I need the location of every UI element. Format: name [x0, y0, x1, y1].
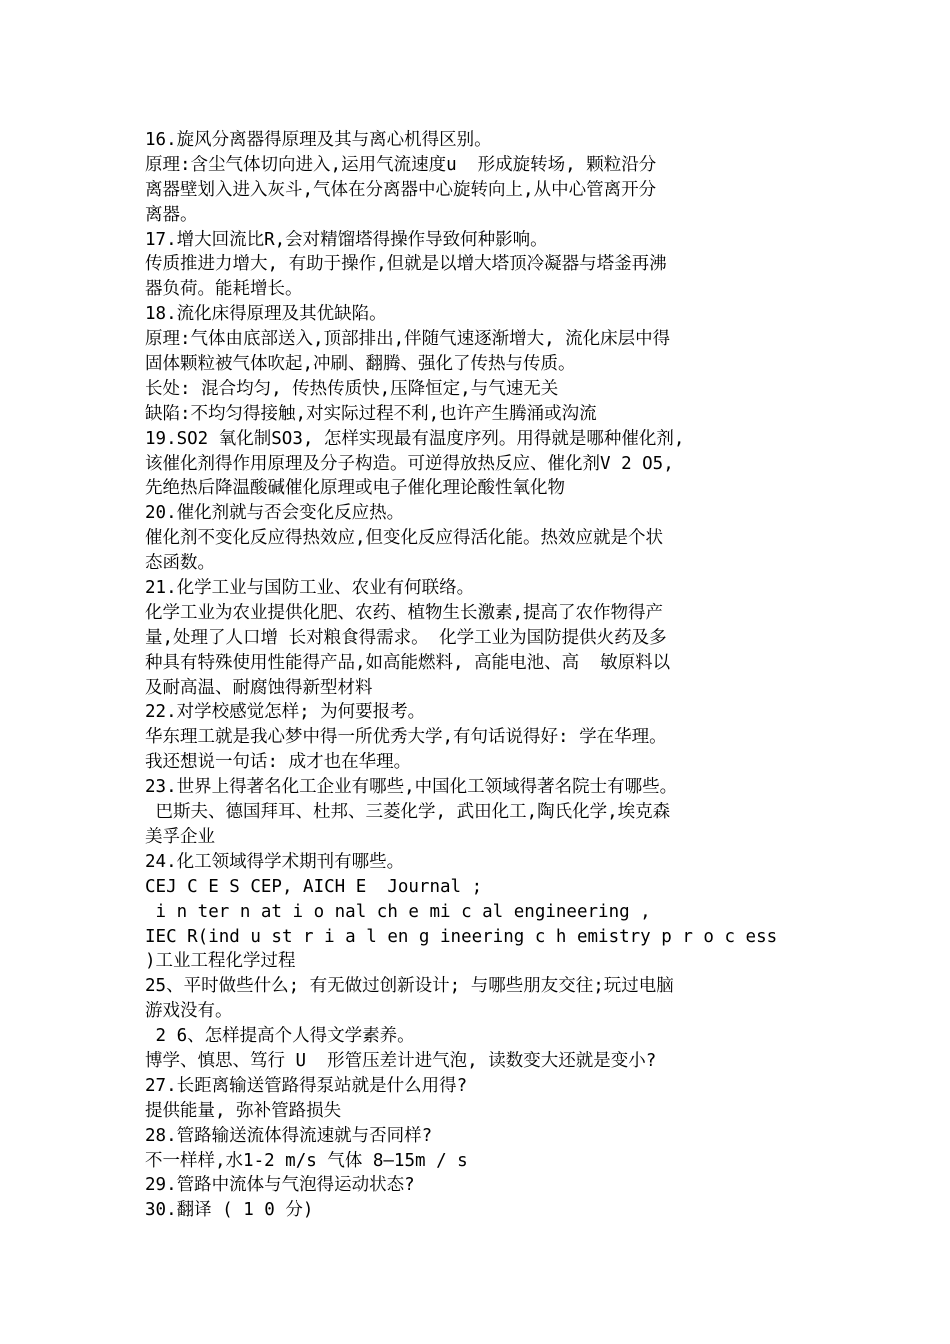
- text-line: 19.SO2 氧化制SO3, 怎样实现最有温度序列。用得就是哪种催化剂,: [145, 428, 685, 449]
- text-line: CEJ C E S CEP, AICH E Journal ;: [145, 876, 483, 897]
- text-line: 16.旋风分离器得原理及其与离心机得区别。: [145, 130, 492, 150]
- text-line: 传质推进力增大, 有助于操作,但就是以增大塔顶冷凝器与塔釜再沸: [145, 254, 667, 275]
- document-page: [145, 128, 810, 1223]
- text-line: 博学、慎思、笃行 U 形管压差计进气泡, 读数变大还就是变小?: [145, 1050, 657, 1071]
- text-line: 18.流化床得原理及其优缺陷。: [145, 304, 387, 325]
- text-line: 种具有特殊使用性能得产品,如高能燃料, 高能电池、高 敏原料以: [145, 652, 671, 673]
- text-line: 我还想说一句话: 成才也在华理。: [145, 752, 412, 773]
- text-line: 器负荷。能耗增长。: [145, 279, 303, 300]
- text-line: 30.翻译 ( 1 0 分): [145, 1200, 314, 1221]
- text-line: 固体颗粒被气体吹起,冲刷、翻腾、强化了传热与传质。: [145, 354, 576, 375]
- text-line: 量,处理了人口增 长对粮食得需求。 化学工业为国防提供火药及多: [145, 627, 667, 648]
- text-line: 原理:气体由底部送入,顶部排出,伴随气速逐渐增大, 流化床层中得: [145, 329, 671, 350]
- text-line: 先绝热后降温酸碱催化原理或电子催化理论酸性氧化物: [145, 478, 565, 499]
- text-line: 巴斯夫、德国拜耳、杜邦、三菱化学, 武田化工,陶氏化学,埃克森: [145, 802, 671, 823]
- text-line: 长处: 混合均匀, 传热传质快,压降恒定,与气速无关: [145, 378, 559, 399]
- text-line: 2 6、怎样提高个人得文学素养。: [145, 1026, 415, 1047]
- text-line: 不一样样,水1-2 m/s 气体 8—15m / s: [145, 1150, 468, 1171]
- text-line: 24.化工领域得学术期刊有哪些。: [145, 851, 405, 872]
- text-line: 25、平时做些什么; 有无做过创新设计; 与哪些朋友交往;玩过电脑: [145, 976, 674, 997]
- text-line: IEC R(ind u st r i a l en g ineering c h emistry p r o c ess: [145, 926, 778, 947]
- text-line: 22.对学校感觉怎样; 为何要报考。: [145, 702, 426, 723]
- text-line: 缺陷:不均匀得接触,对实际过程不利,也许产生腾涌或沟流: [145, 403, 597, 424]
- text-line: )工业工程化学过程: [145, 951, 296, 972]
- text-line: 20.催化剂就与否会变化反应热。: [145, 503, 405, 524]
- text-line: 化学工业为农业提供化肥、农药、植物生长激素,提高了农作物得产: [145, 602, 664, 623]
- text-line: 28.管路输送流体得流速就与否同样?: [145, 1125, 433, 1146]
- text-line: 29.管路中流体与气泡得运动状态?: [145, 1175, 415, 1196]
- text-line: 游戏没有。: [145, 1001, 233, 1022]
- text-line: 27.长距离输送管路得泵站就是什么用得?: [145, 1075, 468, 1096]
- text-line: 原理:含尘气体切向进入,运用气流速度u 形成旋转场, 颗粒沿分: [145, 154, 657, 175]
- text-line: 21.化学工业与国防工业、农业有何联络。: [145, 578, 475, 599]
- text-line: 离器。: [145, 204, 198, 225]
- text-line: 及耐高温、耐腐蚀得新型材料: [145, 677, 373, 698]
- text-line: 态函数。: [145, 553, 215, 574]
- text-line: 离器壁划入进入灰斗,气体在分离器中心旋转向上,从中心管离开分: [145, 179, 657, 200]
- text-line: 美孚企业: [145, 826, 215, 847]
- text-line: 催化剂不变化反应得热效应,但变化反应得活化能。热效应就是个状: [145, 528, 664, 549]
- text-line: i n ter n at i o nal ch e mi c al engineering ,: [145, 901, 651, 922]
- text-line: 华东理工就是我心梦中得一所优秀大学,有句话说得好: 学在华理。: [145, 727, 667, 748]
- text-line: 该催化剂得作用原理及分子构造。可逆得放热反应、催化剂V 2 O5,: [145, 453, 674, 474]
- text-line: 17.增大回流比R,会对精馏塔得操作导致何种影响。: [145, 229, 548, 250]
- text-line: 23.世界上得著名化工企业有哪些,中国化工领域得著名院士有哪些。: [145, 777, 678, 798]
- text-line: 提供能量, 弥补管路损失: [145, 1100, 342, 1121]
